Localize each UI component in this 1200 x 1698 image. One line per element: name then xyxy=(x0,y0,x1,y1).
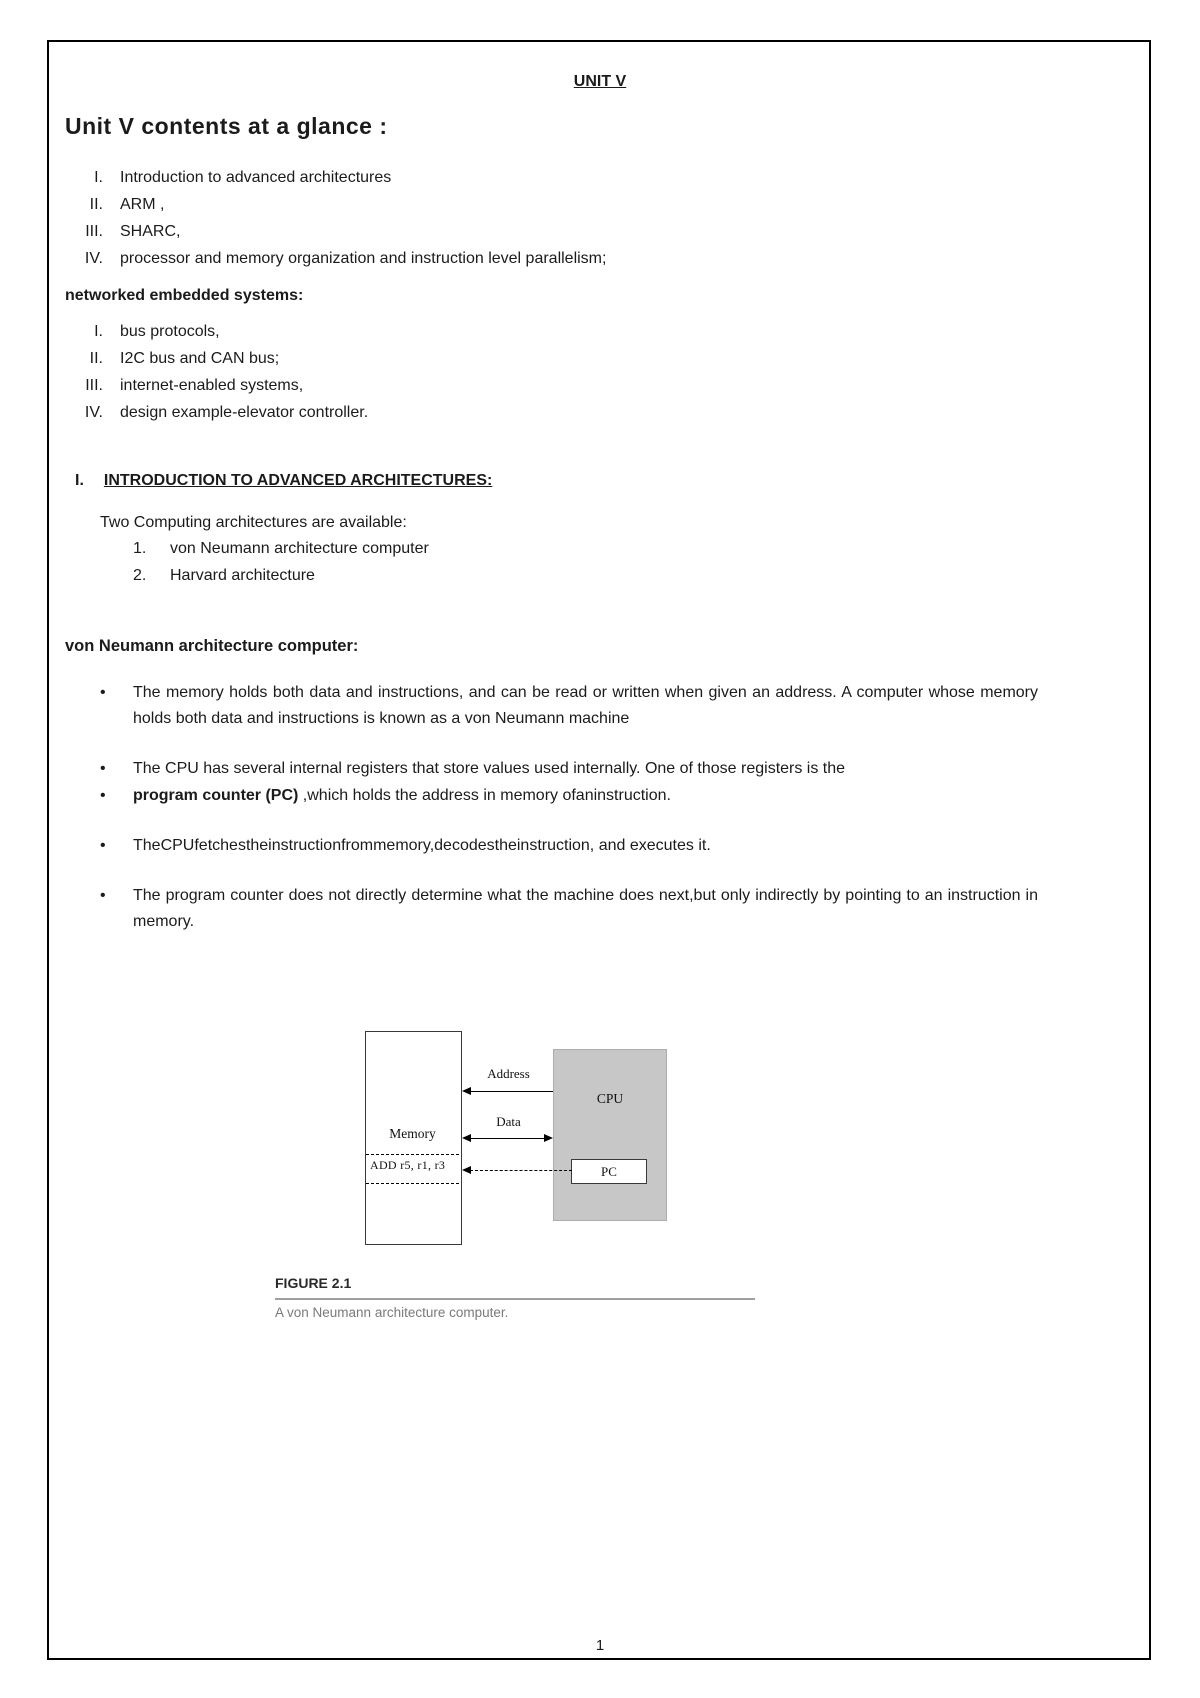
data-arrowhead-left-icon xyxy=(462,1134,471,1142)
bullet-marker: • xyxy=(100,837,106,854)
bullet-marker: • xyxy=(100,760,106,777)
bullet-text-bold: program counter (PC) xyxy=(133,787,299,804)
networked-list xyxy=(65,318,1135,426)
list-text: Harvard architecture xyxy=(170,567,315,584)
list-item xyxy=(65,372,1135,399)
architecture-list xyxy=(65,535,1135,589)
list-item xyxy=(65,345,1135,372)
bullet-item xyxy=(65,883,1135,935)
pc-dashed-arrowhead-icon xyxy=(462,1166,471,1174)
bullet-marker: • xyxy=(100,787,106,804)
intro-heading-marker: I. xyxy=(75,472,84,489)
page-content xyxy=(65,42,1135,1320)
networked-heading: networked embedded systems: xyxy=(65,287,304,304)
list-item xyxy=(65,245,1135,272)
cpu-label: CPU xyxy=(596,1091,624,1106)
page-number: 1 xyxy=(595,1637,605,1654)
list-marker: I. xyxy=(94,323,103,340)
list-marker: IV. xyxy=(84,404,103,421)
bullet-text xyxy=(133,783,1038,809)
list-text: bus protocols, xyxy=(120,323,220,340)
data-arrowhead-right-icon xyxy=(544,1134,553,1142)
memory-label: Memory xyxy=(389,1126,436,1141)
bullet-text: The CPU has several internal registers that store values used internally. One of those registers is the xyxy=(133,760,846,777)
bullet-text: The memory holds both data and instructions, and can be read or written when given an address. A computer whose memory holds both data and instructions is known as a von Neumann machine xyxy=(133,684,1038,727)
bullet-marker: • xyxy=(100,684,106,701)
bullet-text: TheCPUfetchestheinstructionfrommemory,decodestheinstruction, and executes it. xyxy=(133,837,711,854)
list-item xyxy=(65,164,1135,191)
list-marker: III. xyxy=(85,377,103,394)
data-arrow-line xyxy=(470,1138,544,1139)
list-item xyxy=(65,318,1135,345)
memory-dashed-line-bottom xyxy=(366,1183,459,1184)
list-marker: III. xyxy=(85,223,103,240)
bullet-item xyxy=(65,833,1135,859)
address-arrow-line xyxy=(470,1091,553,1092)
data-arrow-label: Data xyxy=(496,1114,521,1129)
bullet-item xyxy=(65,783,1135,809)
cpu-box xyxy=(553,1049,667,1221)
list-text: ARM , xyxy=(120,196,165,213)
intro-heading-row xyxy=(65,472,1135,490)
bullet-marker: • xyxy=(100,887,106,904)
figure-von-neumann xyxy=(275,1027,775,1249)
doc-title: UNIT V xyxy=(573,73,627,90)
list-text: processor and memory organization and instruction level parallelism; xyxy=(120,250,607,267)
list-text: SHARC, xyxy=(120,223,181,240)
bullet-text: The program counter does not directly determine what the machine does next,but only indirectly by pointing to an instruction in memory. xyxy=(133,887,1038,930)
pc-dashed-arrow-line xyxy=(470,1170,572,1171)
figure-caption-text: A von Neumann architecture computer. xyxy=(275,1305,509,1320)
list-text: internet-enabled systems, xyxy=(120,377,304,394)
intro-lead: Two Computing architectures are available: xyxy=(100,514,407,531)
list-marker: II. xyxy=(89,196,103,213)
von-neumann-heading: von Neumann architecture computer: xyxy=(65,637,359,655)
address-arrowhead-icon xyxy=(462,1087,471,1095)
figure-caption xyxy=(275,1275,755,1320)
list-item xyxy=(65,218,1135,245)
bullet-item xyxy=(65,680,1135,732)
list-item xyxy=(65,191,1135,218)
figure-caption-title: FIGURE 2.1 xyxy=(275,1275,352,1291)
figure-caption-rule xyxy=(275,1298,755,1300)
list-text: design example-elevator controller. xyxy=(120,404,369,421)
intro-heading: INTRODUCTION TO ADVANCED ARCHITECTURES: xyxy=(103,472,493,489)
list-marker: I. xyxy=(94,169,103,186)
bullet-item xyxy=(65,756,1135,782)
list-item xyxy=(133,562,1135,589)
memory-dashed-line-top xyxy=(366,1154,459,1155)
pc-box: PC xyxy=(571,1159,647,1184)
list-marker: IV. xyxy=(84,250,103,267)
list-item xyxy=(65,399,1135,426)
bullet-text-rest: ,which holds the address in memory ofaninstruction. xyxy=(298,787,671,804)
list-item xyxy=(133,535,1135,562)
address-arrow-label: Address xyxy=(487,1066,530,1081)
list-marker: 2. xyxy=(133,567,147,584)
list-text: Introduction to advanced architectures xyxy=(120,169,392,186)
instruction-label: ADD r5, r1, r3 xyxy=(370,1158,446,1172)
contents-heading: Unit V contents at a glance : xyxy=(65,113,388,139)
list-text: I2C bus and CAN bus; xyxy=(120,350,280,367)
list-marker: II. xyxy=(89,350,103,367)
contents-list xyxy=(65,164,1135,272)
list-text: von Neumann architecture computer xyxy=(170,540,429,557)
list-marker: 1. xyxy=(133,540,147,557)
